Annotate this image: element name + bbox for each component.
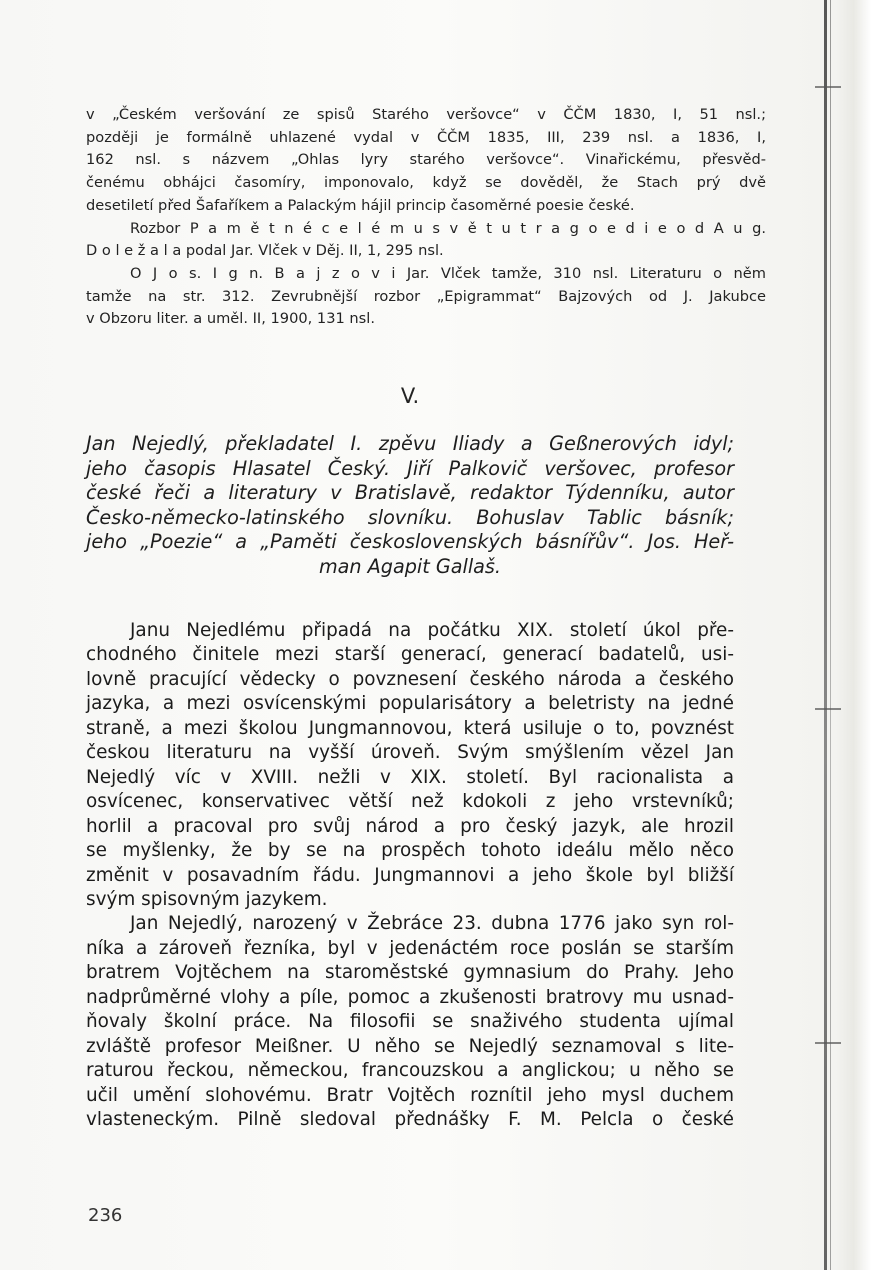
chapter-title <box>86 432 734 579</box>
body-text-line: níka a zároveň řezníka, byl v jedenáctém roce poslán se starším <box>86 937 734 959</box>
footnote-line: tamže na str. 312. Zevrubnější rozbor „Epigrammat“ Bajzových od J. Jakubce <box>86 287 766 305</box>
body-text-line: svým spisovným jazykem. <box>86 888 328 910</box>
footnote-line: desetiletí před Šafaříkem a Palackým hájil princip časoměrné poesie české. <box>86 196 635 214</box>
body-text-line: změnit v posavadním řádu. Jungmannovi a jeho škole byl bližší <box>86 864 734 886</box>
page-binding-edge <box>813 0 871 1270</box>
footnote-line: čenému obhájci časomíry, imponovalo, když se dověděl, že Stach prý dvě <box>86 174 766 192</box>
binding-tear-mark <box>815 1042 841 1044</box>
body-text-line: raturou řeckou, německou, francouzskou a anglickou; u něho se <box>86 1060 734 1082</box>
body-text-line: vlasteneckým. Pilně sledoval přednášky F. M. Pelcla o české <box>86 1109 734 1131</box>
footnotes-block <box>86 104 766 331</box>
chapter-title-line: Česko-německo-latinského slovníku. Bohuslav Tablic básník; <box>86 505 734 529</box>
chapter-title-line: man Agapit Gallaš. <box>318 554 502 578</box>
chapter-title-line: jeho „Poezie“ a „Paměti československých básnířův“. Jos. Heř- <box>86 530 734 553</box>
footnote-line: v Obzoru liter. a uměl. II, 1900, 131 nsl. <box>86 310 375 328</box>
chapter-title-line: české řeči a literatury v Bratislavě, redaktor Týdenníku, autor <box>86 481 734 504</box>
footnote-line: 162 nsl. s názvem „Ohlas lyry starého veršovce“. Vinařickému, přesvěd- <box>86 151 766 169</box>
body-text-line: bratrem Vojtěchem na staroměstské gymnasium do Prahy. Jeho <box>86 962 734 984</box>
body-text-line: českou literaturu na vyšší úroveň. Svým smýšlením vězel Jan <box>86 742 734 764</box>
binding-shadow-line <box>824 0 827 1270</box>
page-number: 236 <box>88 1205 123 1226</box>
body-text-line: osvícenec, konservativec větší než kdokoli z jeho vrstevníků; <box>86 791 734 813</box>
body-text-line: chodného činitele mezi starší generací, generací badatelů, usi- <box>86 644 734 666</box>
body-text-line: Nejedlý víc v XVIII. nežli v XIX. století. Byl racionalista a <box>86 766 734 788</box>
chapter-number: V. <box>400 384 420 408</box>
body-text-line: horlil a pracoval pro svůj národ a pro český jazyk, ale hrozil <box>86 815 734 837</box>
footnote-line: v „Českém veršování ze spisů Starého veršovce“ v ČČM 1830, I, 51 nsl.; <box>86 106 766 123</box>
binding-shadow-line-secondary <box>830 0 831 1270</box>
body-text-line: Jan Nejedlý, narozený v Žebráce 23. dubna 1776 jako syn rol- <box>130 913 734 935</box>
binding-tear-mark <box>815 708 841 710</box>
body-text-line: straně, a mezi školou Jungmannovou, která usiluje o to, povznést <box>86 717 734 739</box>
body-text <box>86 619 734 1133</box>
footnote-line: D o l e ž a l a podal Jar. Vlček v Děj. II, 1, 295 nsl. <box>86 242 444 260</box>
footnote-line: Rozbor P a m ě t n é c e l é m u s v ě t u t r a g o e d i e o d A u g. <box>130 219 766 237</box>
body-text-line: jazyka, a mezi osvícenskými popularisátory a beletristy na jedné <box>86 693 734 715</box>
binding-tear-mark <box>815 86 841 88</box>
chapter-title-line: Jan Nejedlý, překladatel I. zpěvu Iliady a Geßnerových idyl; <box>86 432 734 455</box>
body-text-line: zvláště profesor Meißner. U něho se Nejedlý seznamoval s lite- <box>86 1035 734 1057</box>
footnote-line: později je formálně uhlazené vydal v ČČM 1835, III, 239 nsl. a 1836, I, <box>86 128 766 146</box>
body-text-line: nadprůměrné vlohy a píle, pomoc a zkušenosti bratrovy mu usnad- <box>86 986 734 1008</box>
footnote-line: O J o s. I g n. B a j z o v i Jar. Vlček tamže, 310 nsl. Literaturu o něm <box>130 264 766 282</box>
body-text-line: Janu Nejedlému připadá na počátku XIX. století úkol pře- <box>130 620 734 641</box>
chapter-title-line: jeho časopis Hlasatel Český. Jiří Palkovič veršovec, profesor <box>86 456 734 480</box>
body-text-line: se myšlenky, že by se na prospěch tohoto ideálu mělo něco <box>86 840 734 862</box>
body-text-line: učil umění slohovému. Bratr Vojtěch roznítil jeho mysl duchem <box>86 1084 734 1106</box>
body-text-line: ňovaly školní práce. Na filosofii se snaživého studenta ujímal <box>86 1011 734 1033</box>
body-text-line: lovně pracující vědecky o povznesení českého národa a českého <box>86 668 734 690</box>
